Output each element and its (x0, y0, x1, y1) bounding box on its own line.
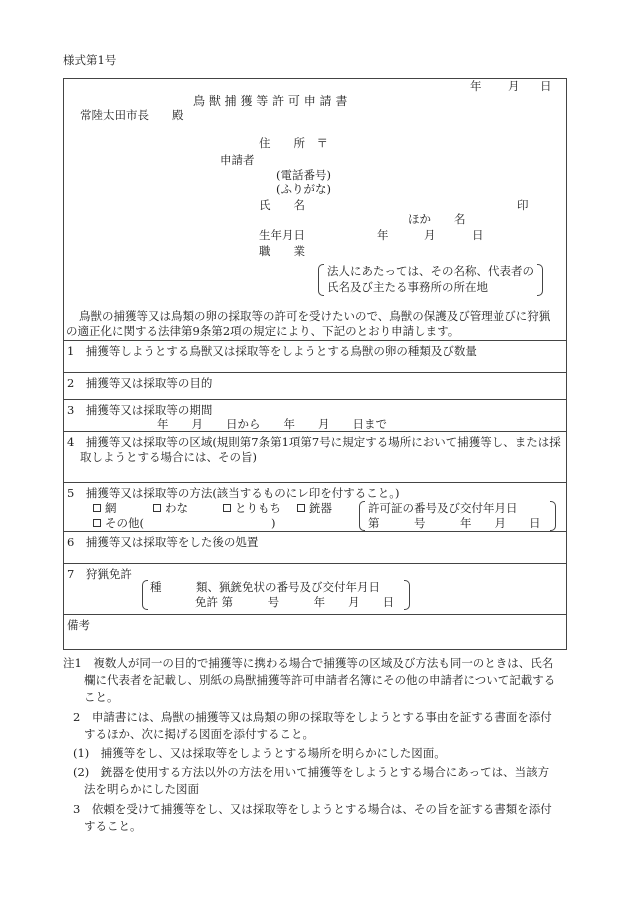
cert-bracket-right (550, 501, 556, 531)
section-2-title: 2 捕獲等又は採取等の目的 (67, 376, 213, 390)
method-other-close: ) (271, 516, 276, 530)
note-3-line2: すること。 (84, 819, 142, 833)
addressee: 常陸太田市長 殿 (80, 108, 184, 122)
method-trap-label: わな (165, 501, 188, 515)
checkbox-icon (93, 504, 101, 512)
note-2-item2-line1: (2) 銃器を使用する方法以外の方法を用いて捕獲等をしようとする場合にあっては、当該方 (73, 765, 550, 779)
method-gun-checkbox[interactable] (297, 503, 332, 515)
method-net-label: 網 (105, 501, 117, 515)
method-torimochi-checkbox[interactable] (223, 503, 281, 515)
form-table (63, 78, 567, 650)
method-torimochi-label: とりもち (235, 501, 281, 515)
corp-note-bracket-right (537, 264, 543, 296)
remarks-label: 備考 (67, 618, 90, 632)
applicant-others: ほか 名 (408, 212, 466, 226)
checkbox-icon (223, 504, 231, 512)
row-divider-4 (63, 431, 567, 432)
row-divider-7 (63, 563, 567, 564)
section-4-title-line1: 4 捕獲等又は採取等の区域(規則第7条第1項第7号に規定する場所において捕獲等し、または採 (67, 435, 561, 449)
applicant-phone: (電話番号) (276, 168, 331, 182)
section-7-title: 7 狩猟免許 (67, 567, 132, 581)
note-1-line2: 欄に代表者を記載し、別紙の鳥獣捕獲等許可申請者名簿にその他の申請者について記載する (84, 673, 556, 687)
applicant-label: 申請者 (220, 153, 255, 167)
license-bracket-left (142, 580, 148, 610)
method-net-checkbox[interactable] (93, 503, 117, 515)
row-divider-3 (63, 399, 567, 400)
date-month: 月 (508, 79, 520, 93)
applicant-birth: 生年月日 (259, 228, 305, 242)
row-divider-1 (63, 340, 567, 341)
row-divider-6 (63, 531, 567, 532)
method-other-checkbox[interactable] (93, 518, 144, 530)
section-4-title-line2: 取しようとする場合には、その旨) (80, 450, 257, 464)
note-2-item2-line2: 法を明らかにした図面 (84, 782, 199, 796)
row-divider-8 (63, 614, 567, 615)
corp-note-line1: 法人にあたっては、その名称、代表者の (327, 264, 534, 278)
note-2-line1: 2 申請書には、鳥獣の捕獲等又は鳥類の卵の採取等をしようとする事由を証する書面を添付 (73, 710, 552, 724)
applicant-name: 氏 名 (259, 198, 305, 212)
section-6-title: 6 捕獲等又は採取等をした後の処置 (67, 535, 259, 549)
method-trap-checkbox[interactable] (153, 503, 188, 515)
applicant-furigana: (ふりがな) (276, 182, 331, 196)
license-detail-line1: 種 類、猟銃免状の番号及び交付年月日 (150, 580, 380, 594)
license-detail-line2: 免許 第 号 年 月 日 (195, 595, 395, 609)
form-label: 様式第1号 (63, 53, 117, 67)
row-divider-2 (63, 372, 567, 373)
checkbox-icon (93, 519, 101, 527)
gun-cert-line2: 第 号 年 月 日 (368, 516, 541, 530)
section-3-title: 3 捕獲等又は採取等の期間 (67, 403, 213, 417)
form-title: 鳥 獣 捕 獲 等 許 可 申 請 書 (193, 94, 348, 108)
row-divider-5 (63, 482, 567, 483)
birth-month: 月 (424, 228, 436, 242)
statement-line1: 鳥獣の捕獲等又は鳥類の卵の採取等の許可を受けたいので、鳥獣の保護及び管理並びに狩猟 (79, 309, 551, 323)
checkbox-icon (153, 504, 161, 512)
applicant-occupation: 職 業 (259, 244, 305, 258)
section-5-title: 5 捕獲等又は採取等の方法(該当するものにレ印を付すること。) (67, 486, 400, 500)
note-2-line2: するほか、次に掲げる図面を添付すること。 (84, 727, 314, 741)
note-2-item1: (1) 捕獲等をし、又は採取等をしようとする場所を明らかにした図面。 (73, 746, 446, 760)
date-year: 年 (470, 79, 482, 93)
method-gun-label: 銃器 (309, 501, 332, 515)
section-1-title: 1 捕獲等しようとする鳥獣又は採取等をしようとする鳥獣の卵の種類及び数量 (67, 344, 477, 358)
birth-year: 年 (377, 228, 389, 242)
gun-cert-line1: 許可証の番号及び交付年月日 (368, 501, 518, 515)
seal-mark: 印 (517, 198, 529, 212)
corp-note-bracket-left (318, 264, 324, 296)
corp-note-line2: 氏名及び主たる事務所の所在地 (327, 280, 488, 294)
date-day: 日 (540, 79, 552, 93)
applicant-address: 住 所 〒 (259, 136, 328, 150)
license-bracket-right (404, 580, 410, 610)
method-other-label: その他( (105, 516, 144, 530)
note-3-line1: 3 依頼を受けて捕獲等をし、又は採取等をしようとする場合は、その旨を証する書類を添付 (73, 802, 552, 816)
note-1-line1: 注1 複数人が同一の目的で捕獲等に携わる場合で捕獲等の区域及び方法も同一のときは、氏名 (63, 656, 554, 670)
statement-line2: の適正化に関する法律第9条第2項の規定により、下記のとおり申請します。 (66, 324, 460, 338)
cert-bracket-left (359, 501, 365, 531)
section-3-period: 年 月 日から 年 月 日まで (157, 417, 387, 431)
note-1-line3: こと。 (84, 690, 119, 704)
checkbox-icon (297, 504, 305, 512)
birth-day: 日 (472, 228, 484, 242)
